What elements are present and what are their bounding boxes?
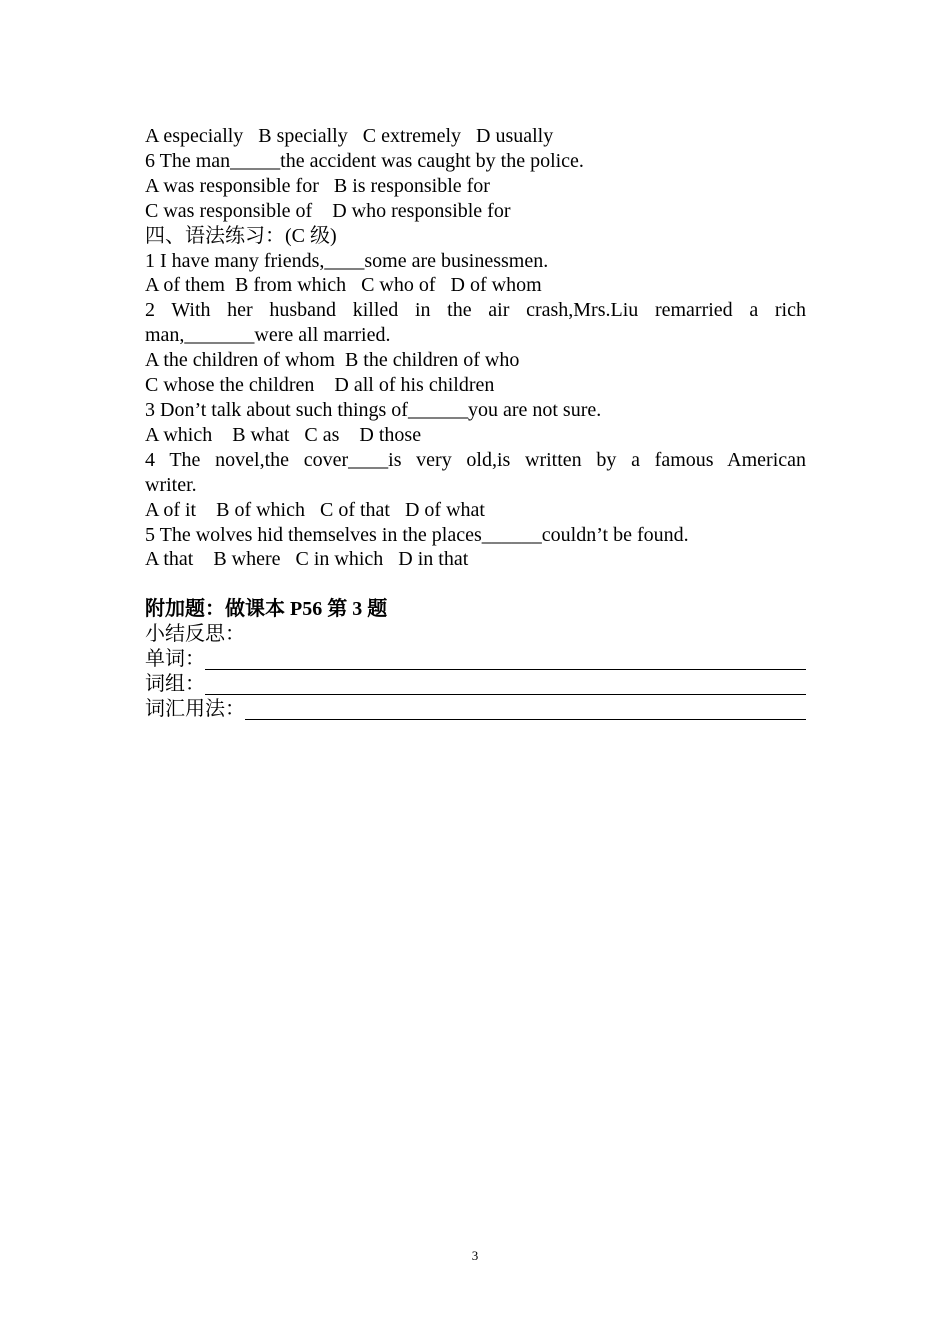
question-6-options-cd: C was responsible of D who responsible for bbox=[145, 199, 511, 222]
section-heading-grammar: 四、语法练习：(C 级) bbox=[145, 224, 337, 247]
blank-line bbox=[145, 572, 806, 597]
summary-phrases-label: 词组： bbox=[145, 672, 205, 695]
question-6-stem: 6 The man_____the accident was caught by the police. bbox=[145, 149, 584, 172]
grammar-question-5-stem: 5 The wolves hid themselves in the places______couldn’t be found. bbox=[145, 523, 689, 546]
grammar-question-2-options-ab: A the children of whom B the children of who bbox=[145, 349, 520, 372]
summary-usage-row bbox=[145, 697, 806, 722]
grammar-question-2-options-cd: C whose the children D all of his children bbox=[145, 374, 495, 397]
grammar-question-4-stem-line-1: 4 The novel,the cover____is very old,is written by a famous American bbox=[145, 448, 806, 471]
summary-words-blank[interactable] bbox=[205, 651, 806, 670]
grammar-question-4-options: A of it B of which C of that D of what bbox=[145, 498, 485, 521]
grammar-question-3-options: A which B what C as D those bbox=[145, 423, 422, 446]
summary-phrases-row bbox=[145, 672, 806, 697]
summary-heading: 小结反思： bbox=[145, 623, 245, 646]
page-number: 3 bbox=[471, 1248, 479, 1263]
question-5-options: A especially B specially C extremely D usually bbox=[145, 125, 554, 147]
question-6-options-ab: A was responsible for B is responsible for bbox=[145, 174, 490, 197]
summary-words-row bbox=[145, 647, 806, 672]
grammar-question-1-stem: 1 I have many friends,____some are businessmen. bbox=[145, 249, 549, 272]
grammar-question-2-stem-line-1: 2 With her husband killed in the air crash,Mrs.Liu remarried a rich bbox=[145, 299, 806, 322]
summary-phrases-blank[interactable] bbox=[205, 676, 806, 695]
summary-usage-blank[interactable] bbox=[245, 701, 806, 720]
grammar-question-2-stem-line-2: man,_______were all married. bbox=[145, 324, 391, 347]
summary-usage-label: 词汇用法： bbox=[145, 697, 245, 720]
grammar-question-3-stem: 3 Don’t talk about such things of______you are not sure. bbox=[145, 398, 602, 421]
worksheet-content bbox=[145, 124, 806, 722]
grammar-question-1-options: A of them B from which C who of D of whom bbox=[145, 274, 542, 297]
grammar-question-4-stem-line-2: writer. bbox=[145, 473, 197, 496]
extra-question-heading: 附加题：做课本 P56 第 3 题 bbox=[145, 598, 388, 621]
summary-words-label: 单词： bbox=[145, 648, 205, 671]
grammar-question-5-options: A that B where C in which D in that bbox=[145, 548, 469, 571]
